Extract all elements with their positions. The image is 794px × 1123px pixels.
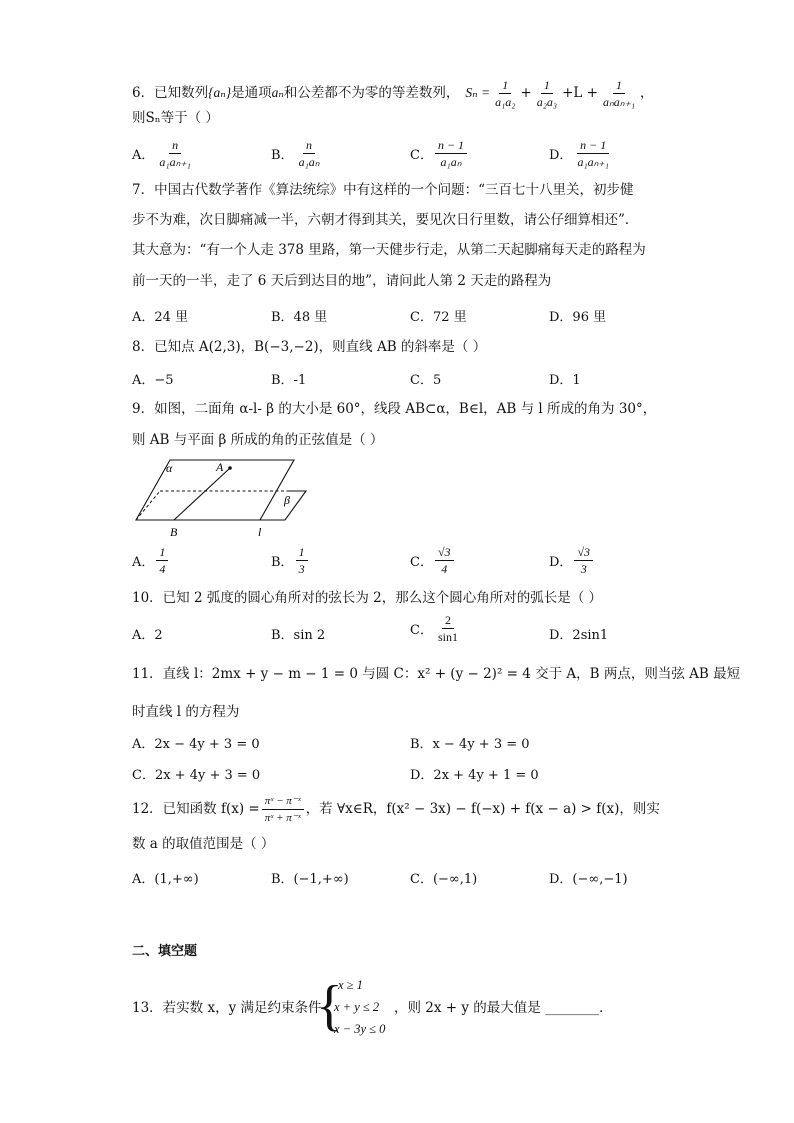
q9-option-b-label: B． [271, 555, 294, 570]
label-beta: β [284, 493, 290, 507]
q6-plus-2: +L + [562, 85, 598, 101]
q6-option-d-label: D． [549, 148, 573, 163]
q7-option-d[interactable]: D．96 里 [549, 310, 607, 325]
q6-f1-den: a₁a₂ [495, 94, 516, 109]
q7-line-4: 前一天的一半，走了 6 天后到达目的地”，请问此人第 2 天走的路程为 [132, 273, 552, 289]
q6-f2-num: 1 [541, 78, 553, 94]
q6-option-c-den: a₁aₙ [440, 155, 462, 169]
q9-line-1: 9．如图，二面角 α-l- β 的大小是 60°，线段 AB⊂α，B∈l，AB 与 l 所成的角为 30°， [132, 401, 657, 417]
plane-beta-hidden-edge [136, 491, 160, 520]
label-alpha: α [166, 461, 173, 475]
q10-option-c-fraction [435, 613, 461, 644]
q6-option-a[interactable] [132, 138, 196, 169]
q7-line-2: 步不为难，次日脚痛减一半，六朝才得到其关，要见次日行里数，请公仔细算相还”． [132, 212, 639, 228]
q6-option-c-num: n − 1 [435, 138, 467, 154]
q6-comma: ， [640, 85, 654, 101]
q6-stem-a: 6．已知数列 [132, 85, 209, 101]
q6-option-a-fraction [156, 138, 193, 169]
constraint-2: x + y ≤ 2 [334, 1000, 380, 1014]
q6-option-a-label: A． [132, 148, 155, 163]
constraint-3: x − 3y ≤ 0 [334, 1022, 386, 1036]
q10-option-c-den: sin1 [437, 630, 458, 644]
q10-option-c[interactable] [410, 613, 463, 644]
q8-option-b[interactable]: B．-1 [271, 373, 307, 388]
q7-line-1: 7．中国古代数学著作《算法统综》中有这样的一个问题：“三百七十八里关，初步健 [132, 182, 634, 198]
q9-option-b[interactable] [271, 545, 310, 576]
q12-stem-b: ，若 ∀x∈R，f(x² − 3x) − f(−x) + f(x − a) > f(x)，则实 [305, 801, 660, 817]
q9-option-d-den: 3 [580, 562, 587, 576]
q11-option-c[interactable]: C．2x + 4y + 3 = 0 [132, 768, 261, 783]
q9-option-b-fraction [296, 545, 308, 576]
q10-option-b[interactable]: B．sin 2 [271, 628, 326, 643]
q11-line-1: 11．直线 l：2mx + y − m − 1 = 0 与圆 C：x² + (y − 2)² = 4 交于 A，B 两点，则当弦 AB 最短 [132, 666, 741, 682]
q10-stem: 10．已知 2 弧度的圆心角所对的弦长为 2，那么这个圆心角所对的弧长是（ ） [132, 590, 603, 606]
q9-option-d[interactable] [549, 545, 595, 576]
q11-option-b[interactable]: B．x − 4y + 3 = 0 [410, 737, 530, 752]
q13-stem-b: ，则 2x + y 的最大值是 [394, 1000, 541, 1016]
q6-fraction-2 [534, 78, 560, 109]
q6-line1 [132, 76, 654, 110]
q12-option-a[interactable]: A．(1,+∞) [132, 872, 199, 887]
plane-alpha-outline [136, 460, 294, 520]
q12-frac-num: πˣ − π⁻ˣ [262, 794, 304, 810]
constraint-1: x ≥ 1 [338, 978, 363, 992]
q12-line-2: 数 a 的取值范围是（ ） [132, 836, 275, 852]
q7-line-3: 其大意为：“有一个人走 378 里路，第一天健步行走，从第二天起脚痛每天走的路程为 [132, 242, 646, 258]
q6-stem-c: 和公差都不为零的等差数列， [283, 85, 460, 101]
q12-line-1 [132, 792, 660, 826]
q6-stem-b: 是通项 [231, 85, 272, 101]
q11-option-d[interactable]: D．2x + 4y + 1 = 0 [410, 768, 539, 783]
q6-option-b[interactable] [271, 138, 325, 169]
q13-stem-b-row [394, 998, 613, 1018]
q6-f2-den: a₂a₃ [536, 94, 558, 109]
q10-option-d[interactable]: D．2sin1 [549, 628, 609, 643]
q7-option-c[interactable]: C．72 里 [410, 310, 467, 325]
q8-option-c[interactable]: C．5 [410, 373, 442, 388]
q11-option-a[interactable]: A．2x − 4y + 3 = 0 [132, 737, 260, 752]
q6-option-b-den: a₁aₙ [298, 155, 320, 169]
label-l: l [258, 525, 262, 539]
q12-option-c[interactable]: C．(−∞,1) [410, 872, 478, 887]
dihedral-angle-figure [130, 456, 320, 542]
q6-option-a-den: a₁aₙ₊₁ [159, 155, 191, 169]
label-a: A [216, 460, 224, 474]
q6-option-b-label: B． [271, 148, 294, 163]
label-b: B [170, 525, 178, 539]
q6-plus-1: + [520, 85, 532, 101]
q6-option-c-fraction [435, 138, 467, 169]
q9-option-b-den: 3 [298, 562, 305, 576]
q6-f3-den: aₙaₙ₊₁ [602, 94, 636, 109]
q9-option-d-num: √3 [574, 545, 593, 561]
q9-option-d-fraction [574, 545, 593, 576]
q6-option-b-fraction [296, 138, 323, 169]
point-a-dot [228, 466, 232, 470]
q6-seq: {aₙ} [208, 85, 232, 100]
q11-line-2: 时直线 l 的方程为 [132, 704, 240, 720]
q6-line2: 则Sₙ等于（ ） [132, 110, 219, 126]
q9-option-a[interactable] [132, 545, 170, 576]
section-heading: 二、填空题 [132, 944, 198, 959]
q9-line-2: 则 AB 与平面 β 所成的角的正弦值是（ ） [132, 432, 384, 448]
q13-stem-a: 13．若实数 x，y 满足约束条件 [132, 1000, 322, 1016]
q8-option-d[interactable]: D．1 [549, 373, 581, 388]
q12-fraction [262, 794, 304, 825]
q9-option-a-fraction [156, 545, 168, 576]
q12-option-d[interactable]: D．(−∞,−1) [549, 872, 628, 887]
q10-option-a[interactable]: A．2 [132, 628, 163, 643]
q6-sn-lhs: Sₙ = [465, 85, 491, 100]
q6-option-a-num: n [169, 138, 181, 154]
q6-option-c[interactable] [410, 138, 469, 169]
constraint-brace: { [316, 975, 343, 1037]
q6-option-d-fraction [574, 138, 611, 169]
q6-option-d-den: a₁aₙ₊₁ [577, 155, 609, 169]
q12-frac-den: πˣ + π⁻ˣ [264, 811, 301, 824]
q6-option-c-label: C． [410, 148, 433, 163]
q9-option-c-num: √3 [435, 545, 454, 561]
q6-f3-num: 1 [613, 78, 625, 94]
q6-option-b-num: n [303, 138, 315, 154]
segment-ab [174, 468, 230, 520]
q6-option-d-num: n − 1 [577, 138, 609, 154]
q9-option-c-den: 4 [441, 562, 448, 576]
q6-option-d[interactable] [549, 138, 614, 169]
q9-option-a-den: 4 [159, 562, 166, 576]
q6-fraction-1 [492, 78, 518, 109]
q9-option-c-label: C． [410, 555, 433, 570]
q12-stem-a: 12．已知函数 f(x) = [132, 801, 260, 817]
q10-option-c-label: C． [410, 623, 433, 638]
q7-option-b[interactable]: B．48 里 [271, 310, 328, 325]
q9-option-b-num: 1 [296, 545, 308, 561]
q12-option-b[interactable]: B．(−1,+∞) [271, 872, 349, 887]
q6-fraction-3 [600, 78, 638, 109]
q7-option-a[interactable]: A．24 里 [132, 310, 189, 325]
q13-answer-blank[interactable]: ________． [545, 1000, 613, 1016]
q6-f1-num: 1 [499, 78, 511, 94]
q9-option-d-label: D． [549, 555, 573, 570]
plane-beta-outline [260, 491, 306, 520]
q9-option-c[interactable] [410, 545, 456, 576]
q8-stem: 8．已知点 A(2,3)，B(−3,−2)，则直线 AB 的斜率是（ ） [132, 339, 487, 355]
q10-option-c-num: 2 [442, 613, 454, 629]
q6-an: aₙ [271, 85, 284, 100]
q9-option-a-label: A． [132, 555, 155, 570]
q9-option-c-fraction [435, 545, 454, 576]
q8-option-a[interactable]: A．−5 [132, 373, 174, 388]
q9-option-a-num: 1 [156, 545, 168, 561]
